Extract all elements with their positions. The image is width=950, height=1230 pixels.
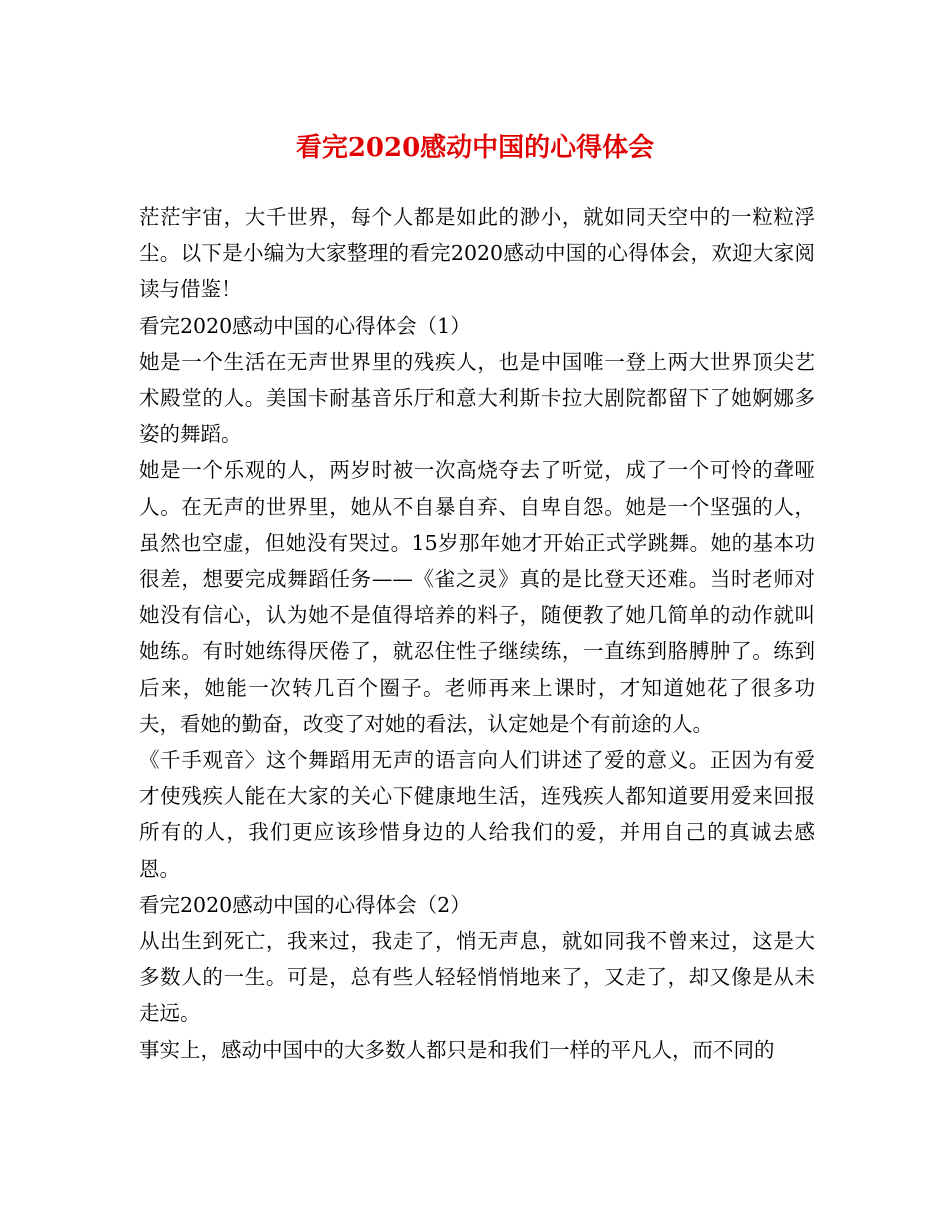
paragraph: 她是一个乐观的人，两岁时被一次高烧夺去了听觉，成了一个可怜的聋哑人。在无声的世界里，她从不自暴自弃、自卑自怨。她是一个坚强的人，虽然也空虚，但她没有哭过。15岁那年她才开始正式学跳舞。她的基本功很差，想要完成舞蹈任务——《雀之灵》真的是比登天还难。当时老师对她没有信心，认为她不是值得培养的料子，随便教了她几简单的动作就叫她练。有时她练得厌倦了，就忍住性子继续练，一直练到胳膊肿了。练到后来，她能一次转几百个圈子。老师再来上课时，才知道她花了很多功夫，看她的勤奋，改变了对她的看法，认定她是个有前途的人。	[139, 458, 815, 736]
paragraph: 从出生到死亡，我来过，我走了，悄无声息，就如同我不曾来过，这是大多数人的一生。可是，总有些人轻轻悄悄地来了，又走了，却又像是从未走远。	[139, 929, 815, 1026]
paragraph: 她是一个生活在无声世界里的残疾人，也是中国唯一登上两大世界顶尖艺术殿堂的人。美国卡耐基音乐厅和意大利斯卡拉大剧院都留下了她婀娜多姿的舞蹈。	[139, 349, 815, 447]
section-heading-2: 看完2020感动中国的心得体会（2）	[139, 892, 471, 917]
document-title: 看完2020感动中国的心得体会	[295, 133, 655, 163]
intro-paragraph: 茫茫宇宙，大千世界，每个人都是如此的渺小，就如同天空中的一粒粒浮尘。以下是小编为大家整理的看完2020感动中国的心得体会，欢迎大家阅读与借鉴！	[139, 205, 815, 302]
section-heading-1: 看完2020感动中国的心得体会（1）	[139, 313, 471, 338]
paragraph: 《千手观音〉这个舞蹈用无声的语言向人们讲述了爱的意义。正因为有爱才使残疾人能在大家的关心下健康地生活，连残疾人都知道要用爱来回报所有的人，我们更应该珍惜身边的人给我们的爱，并用自己的真诚去感恩。	[139, 748, 815, 881]
document-body	[139, 199, 815, 1068]
paragraph: 事实上，感动中国中的大多数人都只是和我们一样的平凡人，而不同的	[139, 1037, 775, 1062]
